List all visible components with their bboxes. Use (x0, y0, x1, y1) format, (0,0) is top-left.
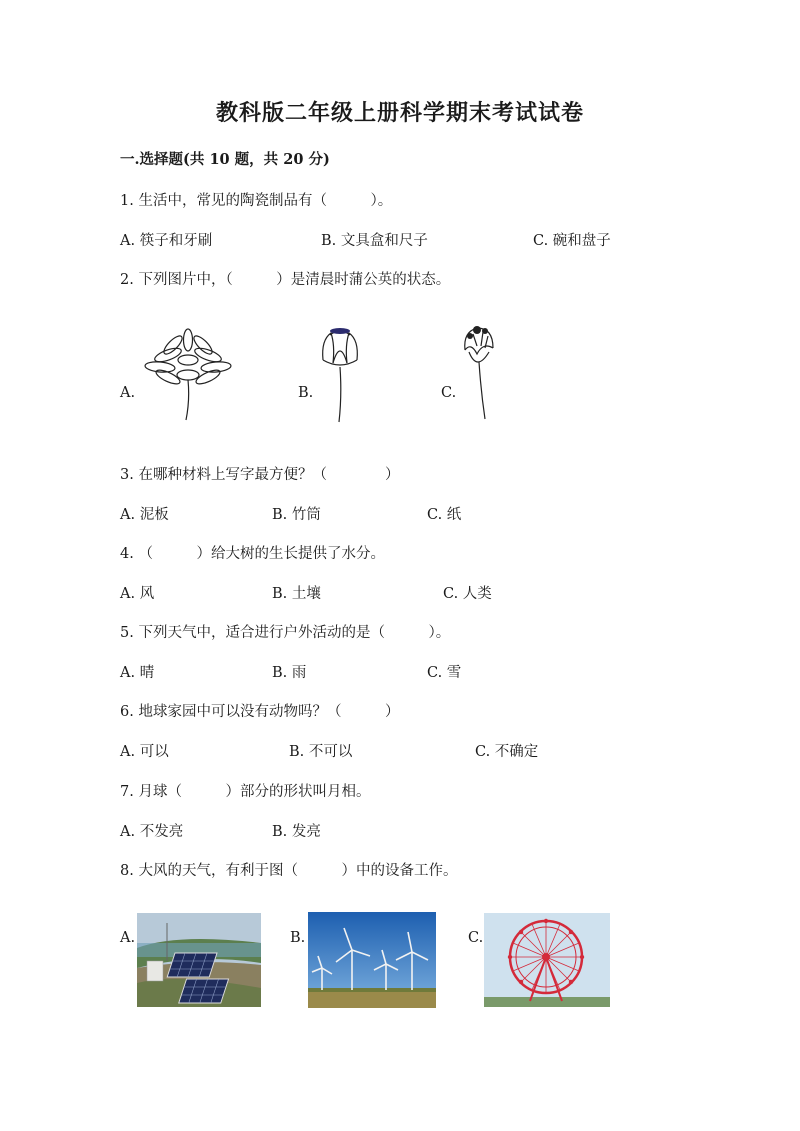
question-7: 7. 月球（ ）部分的形状叫月相。 (120, 784, 371, 800)
q3-option-b: B. 竹筒 (272, 507, 321, 523)
q2-option-c-label: C. (441, 385, 457, 401)
q4-option-c: C. 人类 (443, 586, 492, 602)
q1-option-b: B. 文具盒和尺子 (321, 233, 428, 249)
q8-option-a-label: A. (120, 930, 136, 946)
question-3: 3. 在哪种材料上写字最方便？（ ） (120, 467, 400, 483)
q8-option-c-label: C. (468, 930, 484, 946)
q3-option-a: A. 泥板 (120, 507, 169, 523)
question-2: 2. 下列图片中，（ ）是清晨时蒲公英的状态。 (120, 272, 451, 288)
question-6: 6. 地球家园中可以没有动物吗？（ ） (120, 704, 400, 720)
question-1: 1. 生活中，常见的陶瓷制品有（ ）。 (120, 193, 393, 209)
question-8: 8. 大风的天气，有利于图（ ）中的设备工作。 (120, 863, 458, 879)
ferris-wheel-photo (484, 913, 610, 1007)
section-heading: 一.选择题(共 10 题，共 20 分) (120, 151, 330, 168)
q6-option-b: B. 不可以 (289, 744, 353, 760)
q5-option-b: B. 雨 (272, 665, 307, 681)
exam-title: 教科版二年级上册科学期末考试试卷 (215, 100, 584, 126)
dandelion-open-flower-image (138, 325, 238, 425)
q5-option-a: A. 晴 (120, 665, 155, 681)
q6-option-c: C. 不确定 (475, 744, 539, 760)
q3-option-c: C. 纸 (427, 507, 462, 523)
q2-option-a-label: A. (120, 385, 136, 401)
solar-panel-photo (137, 913, 261, 1007)
dandelion-closed-bud-image (315, 325, 365, 425)
q2-option-b-label: B. (298, 385, 314, 401)
dandelion-half-closed-image (455, 322, 505, 422)
q7-option-b: B. 发亮 (272, 824, 321, 840)
q7-option-a: A. 不发亮 (120, 824, 184, 840)
q4-option-a: A. 风 (120, 586, 155, 602)
question-5: 5. 下列天气中，适合进行户外活动的是（ ）。 (120, 625, 451, 641)
q6-option-a: A. 可以 (120, 744, 169, 760)
q1-option-a: A. 筷子和牙刷 (120, 233, 213, 249)
q4-option-b: B. 土壤 (272, 586, 321, 602)
q8-option-b-label: B. (290, 930, 306, 946)
question-4: 4. （ ）给大树的生长提供了水分。 (120, 546, 385, 562)
q5-option-c: C. 雪 (427, 665, 462, 681)
q1-option-c: C. 碗和盘子 (533, 233, 611, 249)
wind-turbine-photo (308, 912, 436, 1008)
